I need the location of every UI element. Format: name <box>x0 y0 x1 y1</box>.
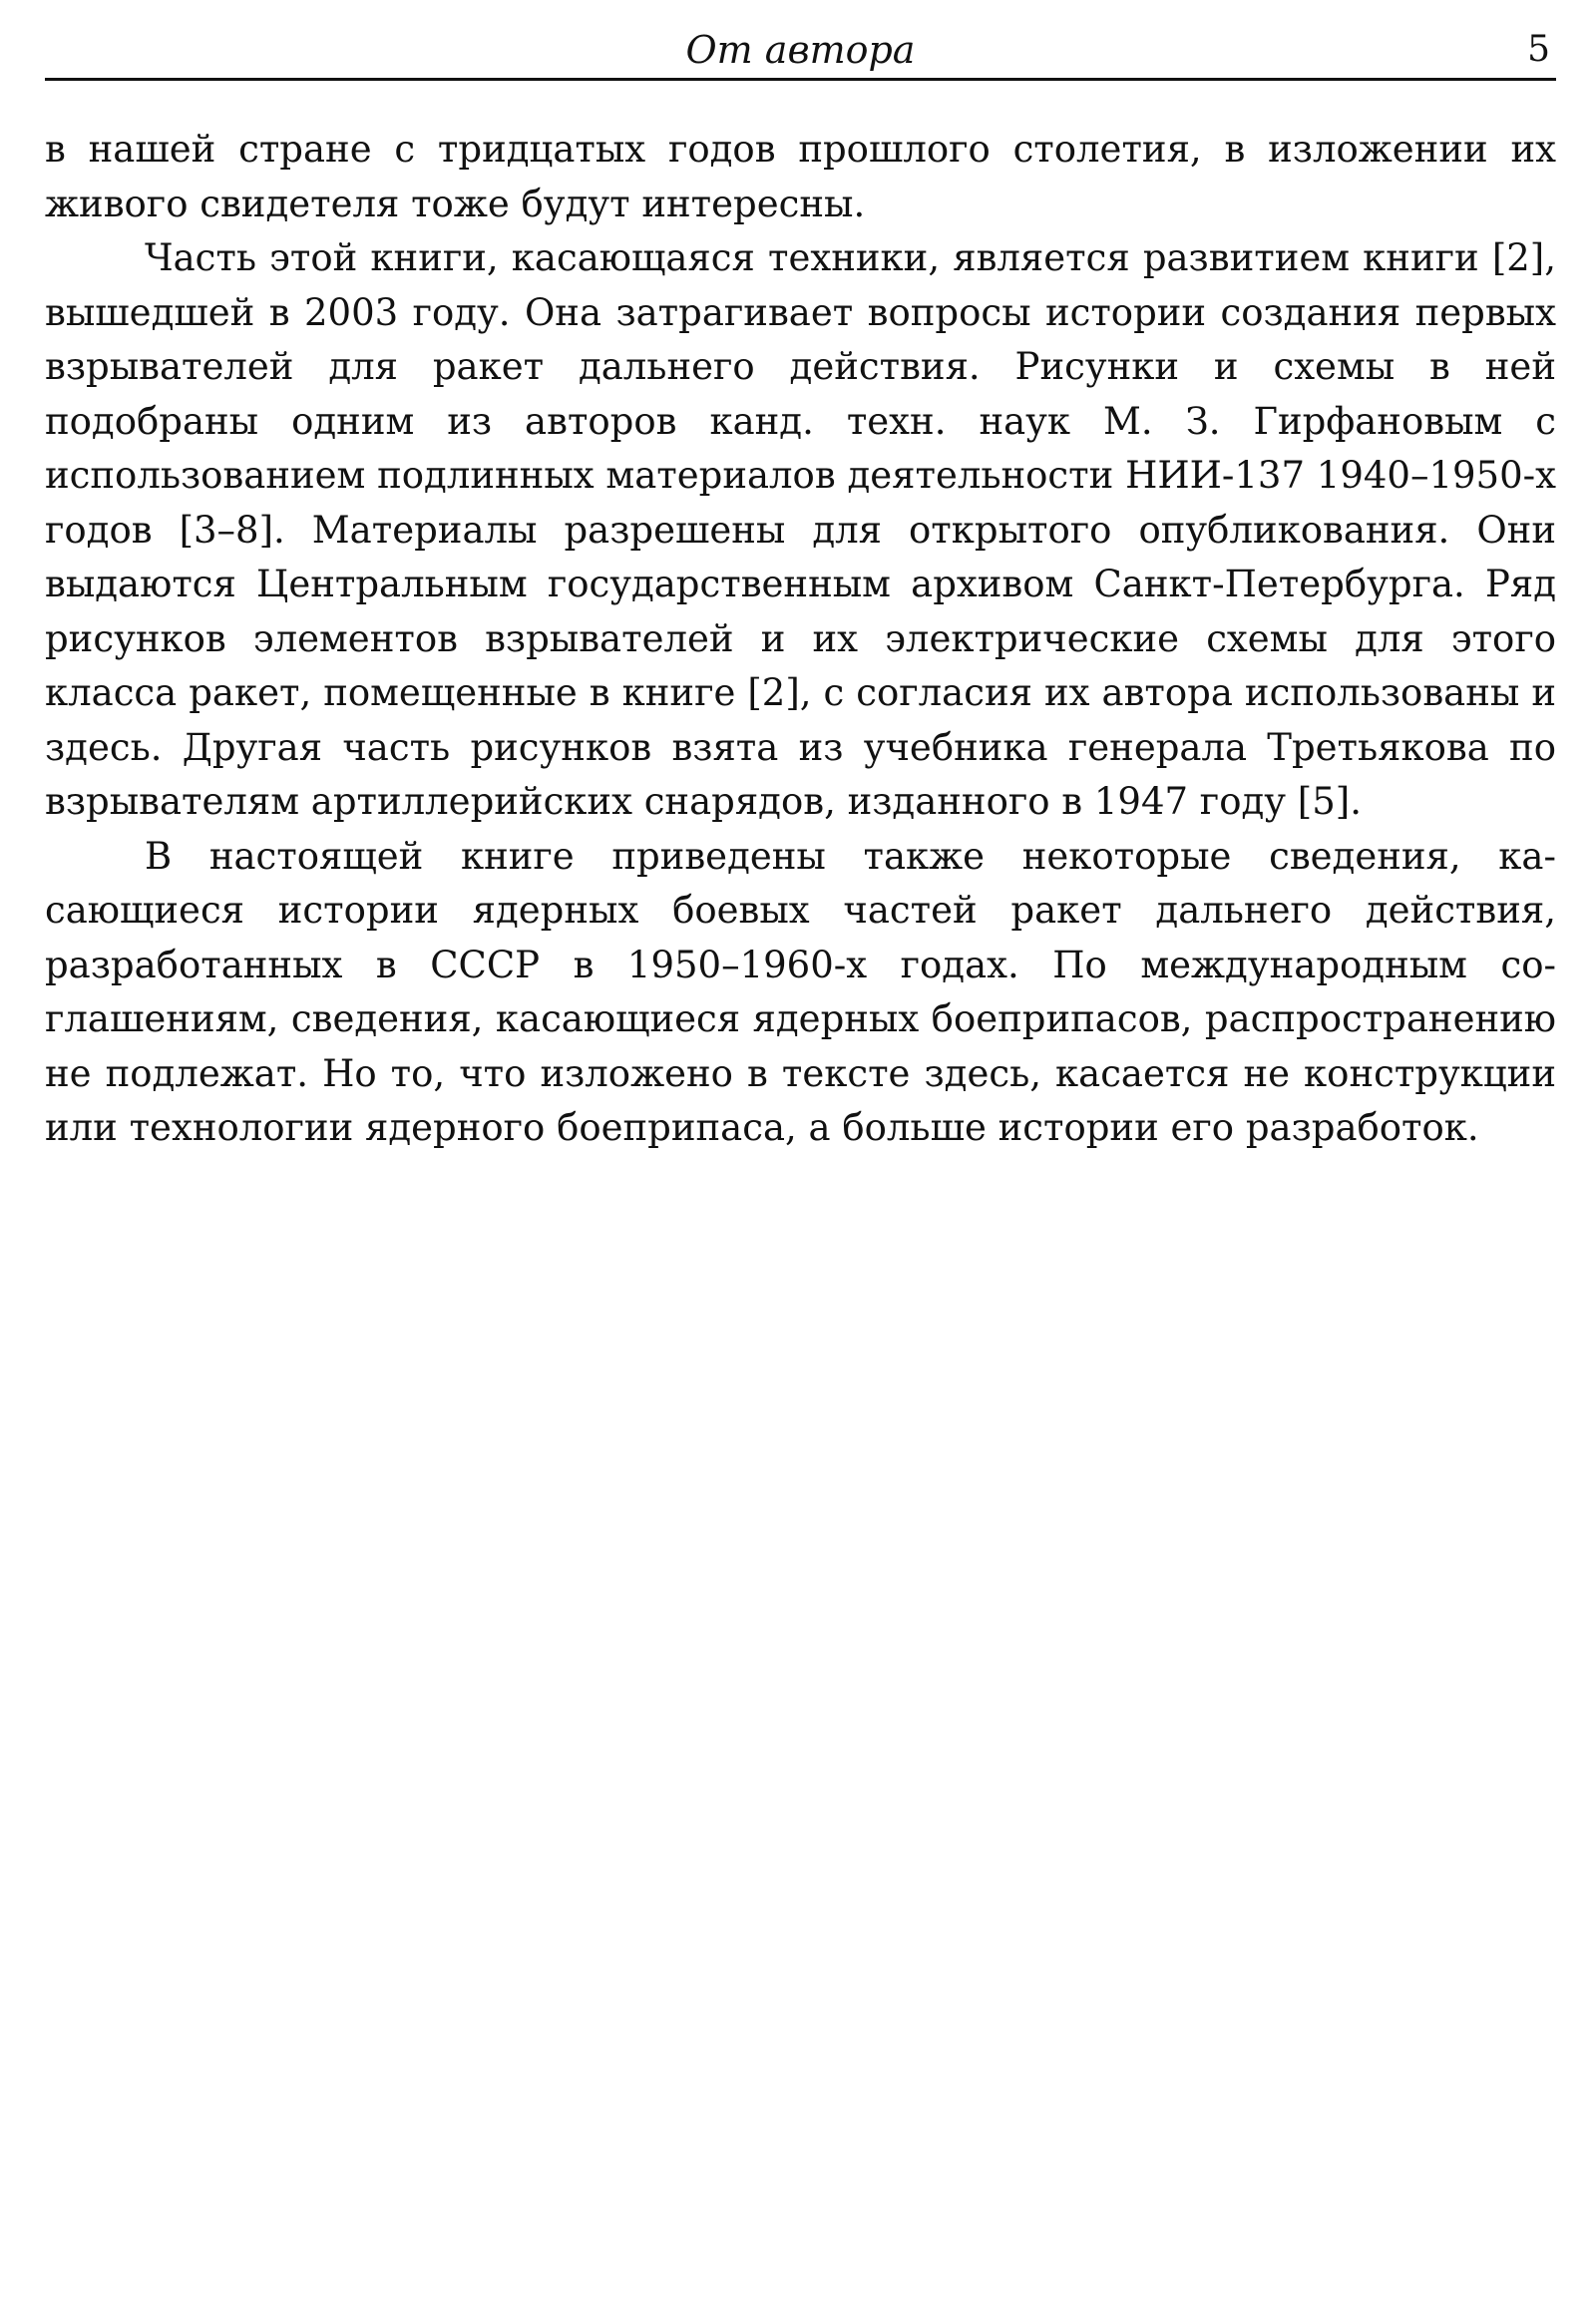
body-text <box>45 123 1556 1156</box>
paragraph-continuation: в нашей стране с тридцатых годов прошлого столетия, в изложении их живого свидетеля тоже будут интересны. <box>45 128 1556 225</box>
paragraph-nuclear-warheads: В настоящей книге приведены также некоторые сведения, касающиеся истории ядерных боевых частей ракет дальнего действия, разработанных в СССР в 1950–1960-х годах. По международным соглашениям, сведения, касающиеся ядерных боеприпасов, распространению не подлежат. Но то, что изложено в тексте здесь, касается не конструкции или технологии ядерного боеприпаса, а больше истории его разработок. <box>45 834 1556 1149</box>
book-page <box>45 20 1556 1156</box>
page-number: 5 <box>1527 29 1550 70</box>
running-header <box>45 20 1556 81</box>
paragraph-book-technical-part: Часть этой книги, касающаяся техники, является развитием книги [2], вышедшей в 2003 году. Она затрагивает вопросы истории создания первых взрывателей для ракет дальнего действия. Рисунки и схемы в ней подобраны одним из авторов канд. техн. наук М. З. Гирфановым с использованием подлинных материалов деятельности НИИ-137 1940–1950-х годов [3–8]. Материалы разрешены для открытого опубликования. Они выдаются Центральным государственным архивом Санкт-Петербурга. Ряд рисунков элементов взрывателей и их электрические схемы для этого класса ракет, помещенные в книге [2], с согласия их автора использованы и здесь. Другая часть рисунков взята из учебника генерала Третьякова по взрывателям артиллерийских снарядов, изданного в 1947 году [5]. <box>45 236 1556 823</box>
running-header-title: От автора <box>685 28 916 72</box>
